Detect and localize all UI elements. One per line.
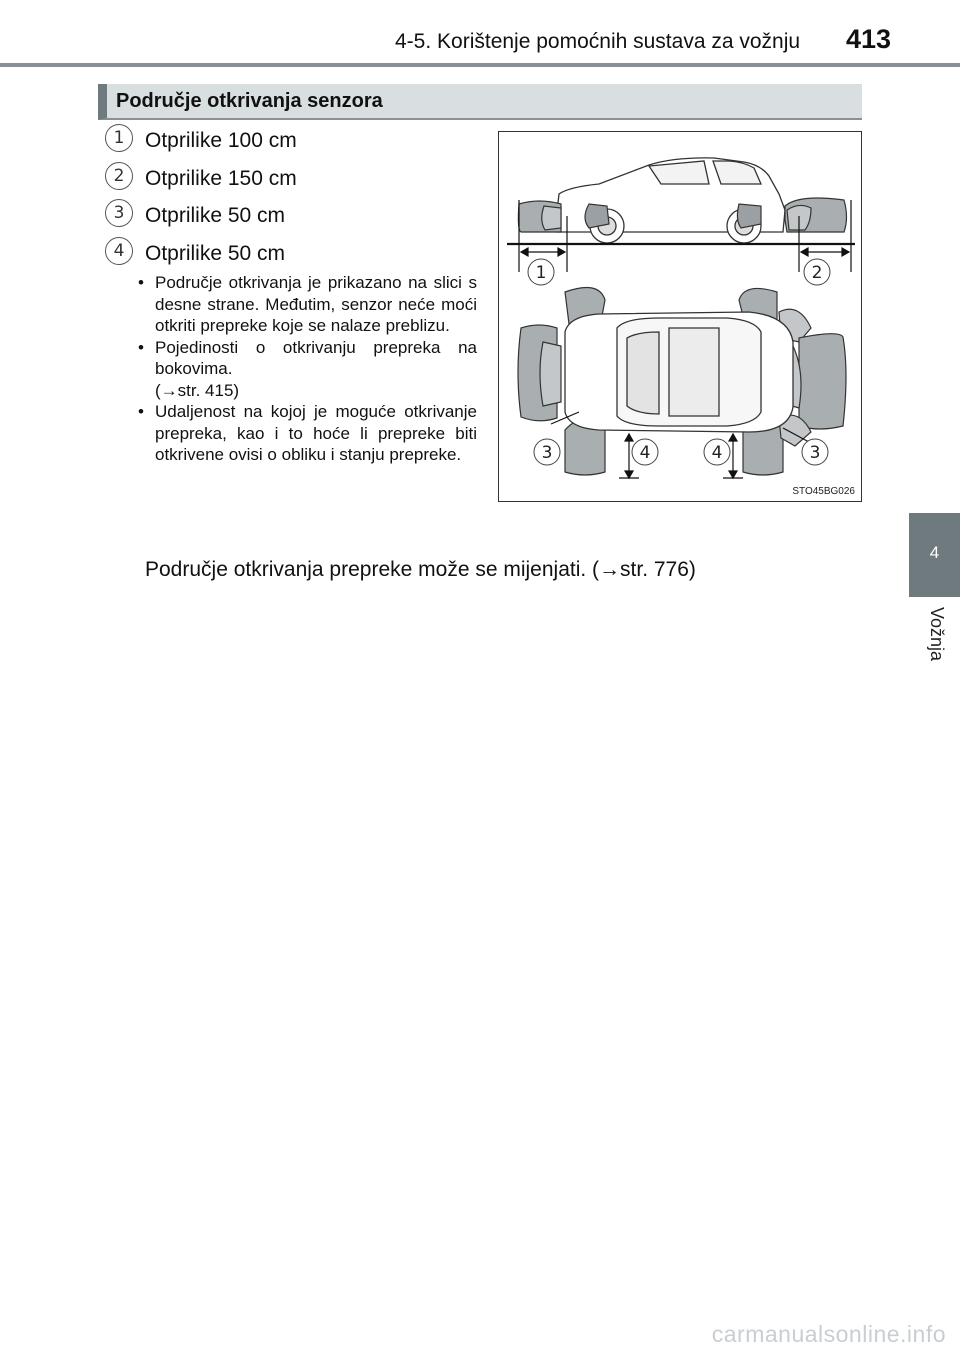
figure-label-4: 4 [711,443,723,463]
figure-label-2: 2 [811,263,823,283]
section-heading-bar [98,84,862,120]
figure-code: STO45BG026 [792,486,855,497]
car-side-view [557,158,785,243]
distance-item-4: Otprilike 50 cm [145,242,286,265]
bullet-list [132,272,477,466]
figure-label-3: 3 [809,443,821,463]
chapter-tab-label: Vožnja [927,607,947,662]
bullet-text: Područje otkrivanja je prikazano na slici s desne strane. Međutim, senzor neće moći otkriti prepreke koje se nalaze preblizu. [155,273,477,335]
figure-label-1: 1 [535,263,547,283]
item-number-2: 2 [105,162,133,190]
watermark: carmanualsonline.info [711,1321,946,1347]
item-number-1: 1 [105,124,133,152]
sensor-range-illustration [499,132,863,503]
figure-label-top [528,259,830,285]
sensor-range-figure [498,131,862,502]
bullet-text: Udaljenost na kojoj je moguće otkrivanje prepreka, kao i to hoće li prepreke biti otkrivene ovisi o obliku i stanju prepreke. [155,402,477,464]
header-divider [0,63,960,67]
bullet-item: • Pojedinosti o otkrivanju prepreka na bokovima. (→str. 415) [138,337,477,400]
distance-item-3: Otprilike 50 cm [145,204,286,227]
bullet-text: Pojedinosti o otkrivanju prepreka na bokovima. (→str. 415) [155,337,477,400]
header-section-title: 4-5. Korištenje pomoćnih sustava za vožnju [395,30,801,53]
item-number-4: 4 [105,237,133,265]
page-number: 413 [846,24,892,54]
detection-note: Područje otkrivanja prepreke može se mijenjati. (→str. 776) [145,558,696,581]
car-top-view [565,312,793,432]
item-number-3: 3 [105,199,133,227]
figure-label-3: 3 [541,443,553,463]
chapter-tab [909,597,960,897]
chapter-tab-number: 4 [909,513,960,597]
figure-label-4: 4 [639,443,651,463]
bullet-item: • Udaljenost na kojoj je moguće otkrivanje prepreka, kao i to hoće li prepreke biti otkrivene ovisi o obliku i stanju prepreke. [138,402,477,464]
distance-item-1: Otprilike 100 cm [145,129,297,152]
distance-item-2: Otprilike 150 cm [145,167,297,190]
bullet-item: • Područje otkrivanja je prikazano na slici s desne strane. Međutim, senzor neće moći otkriti prepreke koje se nalaze preblizu. [138,273,477,335]
section-heading: Područje otkrivanja senzora [116,90,383,112]
